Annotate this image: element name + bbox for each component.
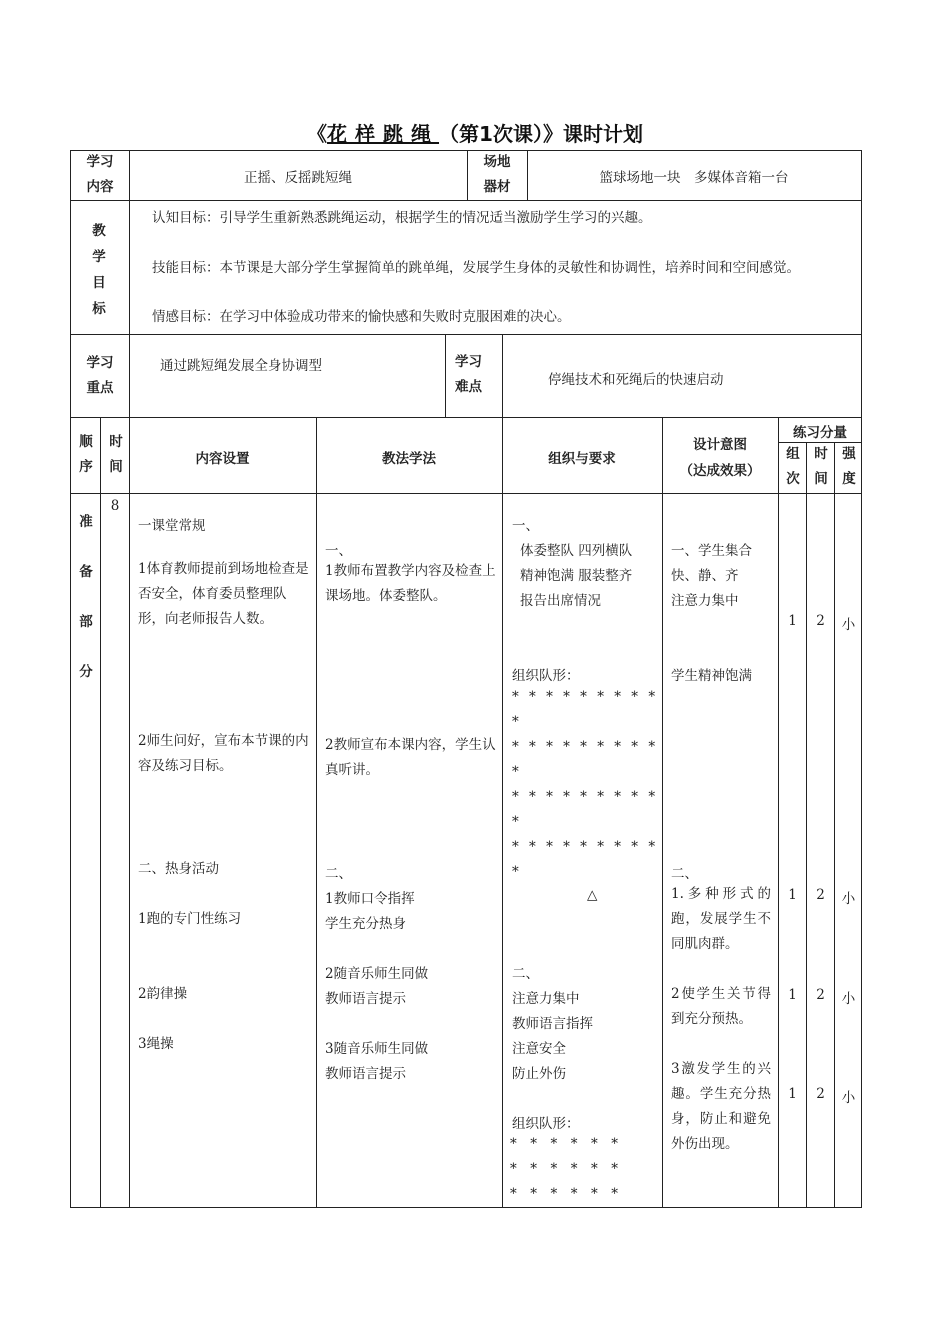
difficulty-label: 学习难点 [455,354,482,395]
sets-value: 1 [788,1086,797,1102]
design-3: 注意力集中 [671,593,739,609]
design-6: 1.多种形式的跑，发展学生不同肌肉群。 [671,886,771,952]
time-value: 2 [816,887,825,903]
col-method: 教法学法 [382,451,436,467]
org-3: 精神饱满 服装整齐 [520,568,633,584]
method-9: 3随音乐师生同做 [325,1041,429,1057]
formation-row: * * * * * * * * * * [512,789,659,830]
content-6: 2韵律操 [138,986,188,1002]
design-7: 2使学生关节得到充分预热。 [671,986,771,1027]
content-value: 正摇、反摇跳短绳 [244,170,352,186]
formation-row: * * * * * * * * * * [512,839,659,880]
key-point-value: 通过跳短绳发展全身协调型 [160,358,322,374]
col-content: 内容设置 [195,451,250,467]
formation-row: * * * * * * [510,1136,618,1152]
time-value: 2 [816,1086,825,1102]
sets-value: 1 [788,987,797,1003]
org-9: 注意安全 [512,1041,566,1057]
method-4: 二、 [325,866,352,882]
formation-row: * * * * * * * * * * [512,739,659,780]
content-1: 一课堂常规 [138,518,206,534]
col-practice-time: 时间 [814,446,828,487]
design-4: 学生精神饱满 [671,668,752,684]
design-2: 快、静、齐 [671,568,739,584]
objective-skill: 技能目标：本节课是大部分学生掌握简单的跳单绳，发展学生身体的灵敏性和协调性，培养时间和空间感觉。 [152,260,800,276]
method-6: 学生充分热身 [325,916,406,932]
col-design: 设计意图 [693,437,747,453]
org-4: 报告出席情况 [520,593,601,609]
method-1: 一、 [325,543,352,559]
intensity-value: 小 [841,1090,856,1106]
section-label: 准 备 部 分 [79,514,93,680]
objective-cognitive: 认知目标：引导学生重新熟悉跳绳运动，根据学生的情况适当激励学生学习的兴趣。 [152,210,652,226]
intensity-value: 小 [841,991,856,1007]
objective-affective: 情感目标：在学习中体验成功带来的愉快感和失败时克服困难的决心。 [152,309,571,325]
col-order: 顺序 [79,434,93,475]
org-10: 防止外伤 [512,1066,566,1082]
method-5: 1教师口令指挥 [325,891,415,907]
col-organization: 组织与要求 [548,451,616,467]
formation-row: * * * * * * * * * * [512,689,659,730]
org-1: 一、 [512,518,539,534]
page-title: 《花样跳绳（第1次课）》课时计划 [307,122,643,146]
content-label: 学习内容 [86,154,114,195]
org-7: 注意力集中 [512,991,580,1007]
intensity-value: 小 [841,891,856,907]
content-5: 1跑的专门性练习 [138,911,242,927]
col-design-sub: （达成效果） [679,463,761,479]
formation-row: * * * * * * [510,1186,618,1202]
method-7: 2随音乐师生同做 [325,966,429,982]
org-11: 组织队形： [512,1116,580,1132]
col-time: 时间 [109,434,123,475]
col-intensity: 强度 [842,446,856,487]
section-time: 8 [110,498,120,514]
teacher-position-marker: △ [587,887,598,903]
method-2: 1教师布置教学内容及检查上课场地。体委整队。 [325,563,496,604]
time-value: 2 [816,987,825,1003]
col-sets: 组次 [786,446,800,487]
content-7: 3绳操 [138,1036,174,1052]
design-8: 3激发学生的兴趣。学生充分热身，防止和避免外伤出现。 [671,1061,771,1152]
key-point-label: 学习重点 [86,355,114,396]
formation-row: * * * * * * [510,1161,618,1177]
difficulty-value: 停绳技术和死绳后的快速启动 [548,372,724,388]
venue-label: 场地器材 [483,154,511,195]
intensity-value: 小 [841,617,856,633]
venue-value: 篮球场地一块 多媒体音箱一台 [599,170,789,186]
content-2: 1体育教师提前到场地检查是否安全，体育委员整理队形，向老师报告人数。 [138,561,309,627]
method-10: 教师语言提示 [325,1066,406,1082]
org-8: 教师语言指挥 [512,1016,593,1032]
sets-value: 1 [788,613,797,629]
method-8: 教师语言提示 [325,991,406,1007]
method-3: 2教师宣布本课内容，学生认真听讲。 [325,737,496,778]
objectives-label: 教 学 目 标 [92,223,106,317]
col-practice: 练习分量 [793,425,847,441]
org-2: 体委整队 四列横队 [520,543,633,559]
org-6: 二、 [512,966,539,982]
time-value: 2 [816,613,825,629]
org-5: 组织队形： [512,668,580,684]
sets-value: 1 [788,887,797,903]
design-1: 一、学生集合 [671,543,752,559]
design-5: 二、 [671,866,698,882]
content-3: 2师生问好，宣布本节课的内容及练习目标。 [138,733,309,774]
content-4: 二、热身活动 [138,861,219,877]
